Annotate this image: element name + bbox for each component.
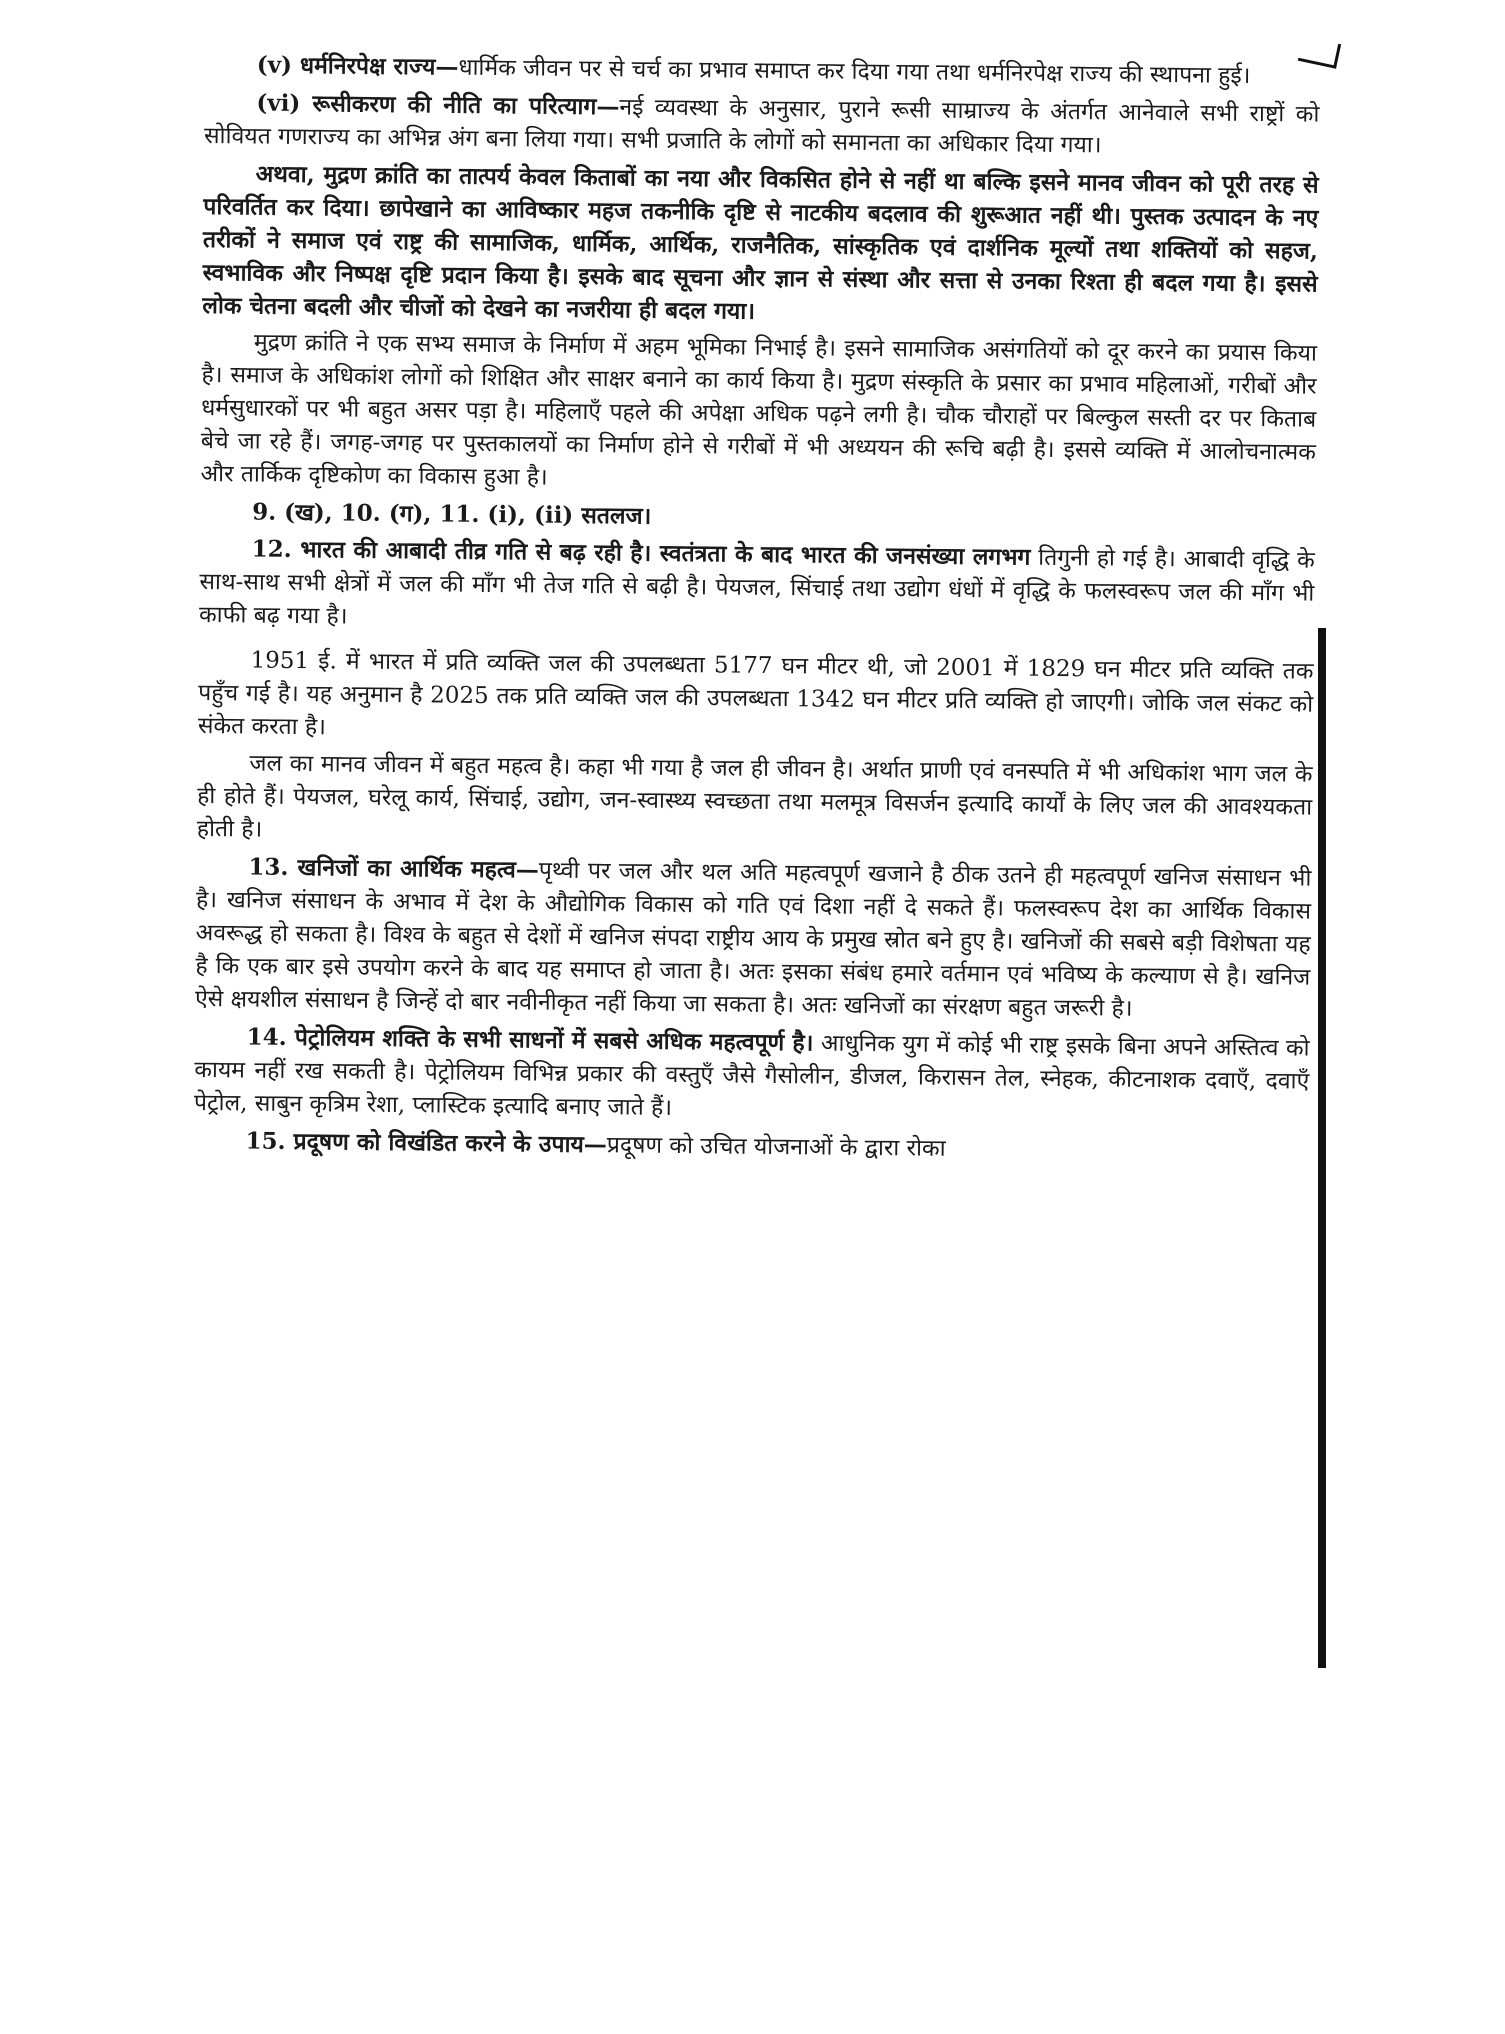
paragraph-label: 12. भारत की आबादी तीव्र गति से बढ़ रही है। स्वतंत्रता के बाद भारत की जनसंख्या लगभग bbox=[251, 535, 1031, 571]
paragraph-water-importance bbox=[197, 747, 1313, 858]
paragraph-text: जल का मानव जीवन में बहुत महत्व है। कहा भी गया है जल ही जीवन है। अर्थात प्राणी एवं वनस्पति में भी अधिकांश भाग जल के ही होते हैं। पेयजल, घरेलू कार्य, सिंचाई, उद्योग, जन-स्वास्थ्य स्वच्छता तथा मलमूत्र विसर्जन इत्यादि कार्यों के लिए जल की आवश्यकता होती है। bbox=[196, 750, 1313, 843]
paragraph-text: पृथ्वी पर जल और थल अति महत्वपूर्ण खजाने है ठीक उतने ही महत्वपूर्ण खनिज संसाधन भी है। खनिज संसाधन के अभाव में देश के औद्योगिक विकास को गति एवं दिशा नहीं दे सकते हैं। फलस्वरूप देश का आर्थिक विकास अवरूद्ध हो सकता है। विश्व के बहुत से देशों में खनिज संपदा राष्ट्रीय आय के प्रमुख स्रोत बने हुए है। खनिजों की सबसे बड़ी विशेषता यह है कि एक बार इसे उपयोग करने के बाद यह समाप्त हो जाता है। अतः इसका संबंध हमारे वर्तमान एवं भविष्य के कल्याण से है। खनिज ऐसे क्षयशील संसाधन है जिन्हें दो बार नवीनीकृत नहीं किया जा सकता है। अतः खनिजों का संरक्षण बहुत जरूरी है। bbox=[194, 857, 1312, 1022]
paragraph-label: 14. पेट्रोलियम शक्ति के सभी साधनों में सबसे अधिक महत्वपूर्ण है। bbox=[246, 1023, 814, 1057]
paragraph-q13-minerals bbox=[195, 850, 1312, 1028]
paragraph-text: धार्मिक जीवन पर से चर्च का प्रभाव समाप्त कर दिया गया तथा धर्मनिरपेक्ष राज्य की स्थापना हुई। bbox=[458, 54, 1251, 89]
paragraph-text: तिगुनी हो गई है। आबादी वृद्धि के साथ-साथ सभी क्षेत्रों में जल की माँग भी तेज गति से बढ़ी है। पेयजल, सिंचाई तथा उद्योग धंधों में वृद्धि के फलस्वरूप जल की माँग भी काफी बढ़ गया है। bbox=[198, 544, 1315, 630]
paragraph-russification bbox=[204, 86, 1320, 165]
paragraph-label: 15. प्रदूषण को विखंडित करने के उपाय— bbox=[245, 1127, 607, 1159]
answer-key-text: 9. (ख), 10. (ग), 11. (i), (ii) सतलज। bbox=[252, 498, 652, 530]
paragraph-q15-pollution bbox=[193, 1124, 1308, 1170]
paragraph-water-availability bbox=[198, 644, 1314, 755]
paragraph-print-revolution bbox=[202, 157, 1319, 334]
paragraph-q12-population bbox=[199, 532, 1315, 644]
paragraph-text: आधुनिक युग में कोई भी राष्ट्र इसके बिना अपने अस्तित्व को कायम नहीं रख सकती है। पेट्रोलियम विभिन्न प्रकार की वस्तुएँ जैसे गैसोलीन, डीजल, किरासन तेल, स्नेहक, कीटनाशक दवाएँ, दवाएँ पेट्रोल, साबुन कृत्रिम रेशा, प्लास्टिक इत्यादि बनाए जाते हैं। bbox=[193, 1030, 1310, 1121]
paragraph-label: (v) धर्मनिरपेक्ष राज्य— bbox=[256, 51, 459, 81]
page-text bbox=[193, 48, 1320, 1174]
paragraph-text: अथवा, मुद्रण क्रांति का तात्पर्य केवल किताबों का नया और विकसित होने से नहीं था बल्कि इसने मानव जीवन को पूरी तरह से परिवर्तित कर दिया। छापेखाने का आविष्कार महज तकनीकि दृष्टि से नाटकीय बदलाव की शुरूआत नहीं थी। पुस्तक उत्पादन के नए तरीकों ने समाज एवं राष्ट्र की सामाजिक, धार्मिक, आर्थिक, राजनैतिक, सांस्कृतिक एवं दार्शनिक मूल्यों तथा शक्तियों को सहज, स्वभाविक और निष्पक्ष दृष्टि प्रदान किया है। इसके बाद सूचना और ज्ञान से संस्था और सत्ता से उनका रिश्ता ही बदल गया है। इससे लोक चेतना बदली और चीजों को देखने का नजरीया ही बदल गया। bbox=[202, 160, 1319, 325]
paragraph-text: मुद्रण क्रांति ने एक सभ्य समाज के निर्माण में अहम भूमिका निभाई है। इसने सामाजिक असंगतियों को दूर करने का प्रयास किया है। समाज के अधिकांश लोगों को शिक्षित और साक्षर बनाने का कार्य किया है। मुद्रण संस्कृति के प्रसार का प्रभाव महिलाओं, गरीबों और धर्मसुधारकों पर भी बहुत असर पड़ा है। महिलाएँ पहले की अपेक्षा अधिक पढ़ने लगी है। चौक चौराहों पर बिल्कुल सस्ती दर पर किताब बेचे जा रहे हैं। जगह-जगह पर पुस्तकालयों का निर्माण होने से गरीबों में भी अध्ययन की रूचि बढ़ी है। इससे व्यक्ति में आलोचनात्मक और तार्किक दृष्टिकोण का विकास हुआ है। bbox=[200, 329, 1317, 491]
paragraph-text: प्रदूषण को उचित योजनाओं के द्वारा रोका bbox=[606, 1132, 946, 1162]
paragraph-text: नई व्यवस्था के अनुसार, पुराने रूसी साम्राज्य के अंतर्गत आनेवाले सभी राष्ट्रों को सोवियत गणराज्य का अभिन्न अंग बना लिया गया। सभी प्रजाति के लोगों को समानता का अधिकार दिया गया। bbox=[203, 94, 1320, 159]
paragraph-text: 1951 ई. में भारत में प्रति व्यक्ति जल की उपलब्धता 5177 घन मीटर थी, जो 2001 में 1829 घन मीटर प्रति व्यक्ति तक पहुँच गई है। यह अनुमान है 2025 तक प्रति व्यक्ति जल की उपलब्धता 1342 घन मीटर प्रति व्यक्ति हो जाएगी। जोकि जल संकट को संकेत करता है। bbox=[197, 647, 1314, 741]
paragraph-q14-petroleum bbox=[194, 1020, 1310, 1132]
paragraph-print-society bbox=[200, 326, 1317, 503]
paragraph-label: (vi) रूसीकरण की नीति का परित्याग— bbox=[256, 89, 620, 121]
margin-bar bbox=[1318, 628, 1326, 1668]
paragraph-label: 13. खनिजों का आर्थिक महत्व— bbox=[248, 853, 539, 884]
